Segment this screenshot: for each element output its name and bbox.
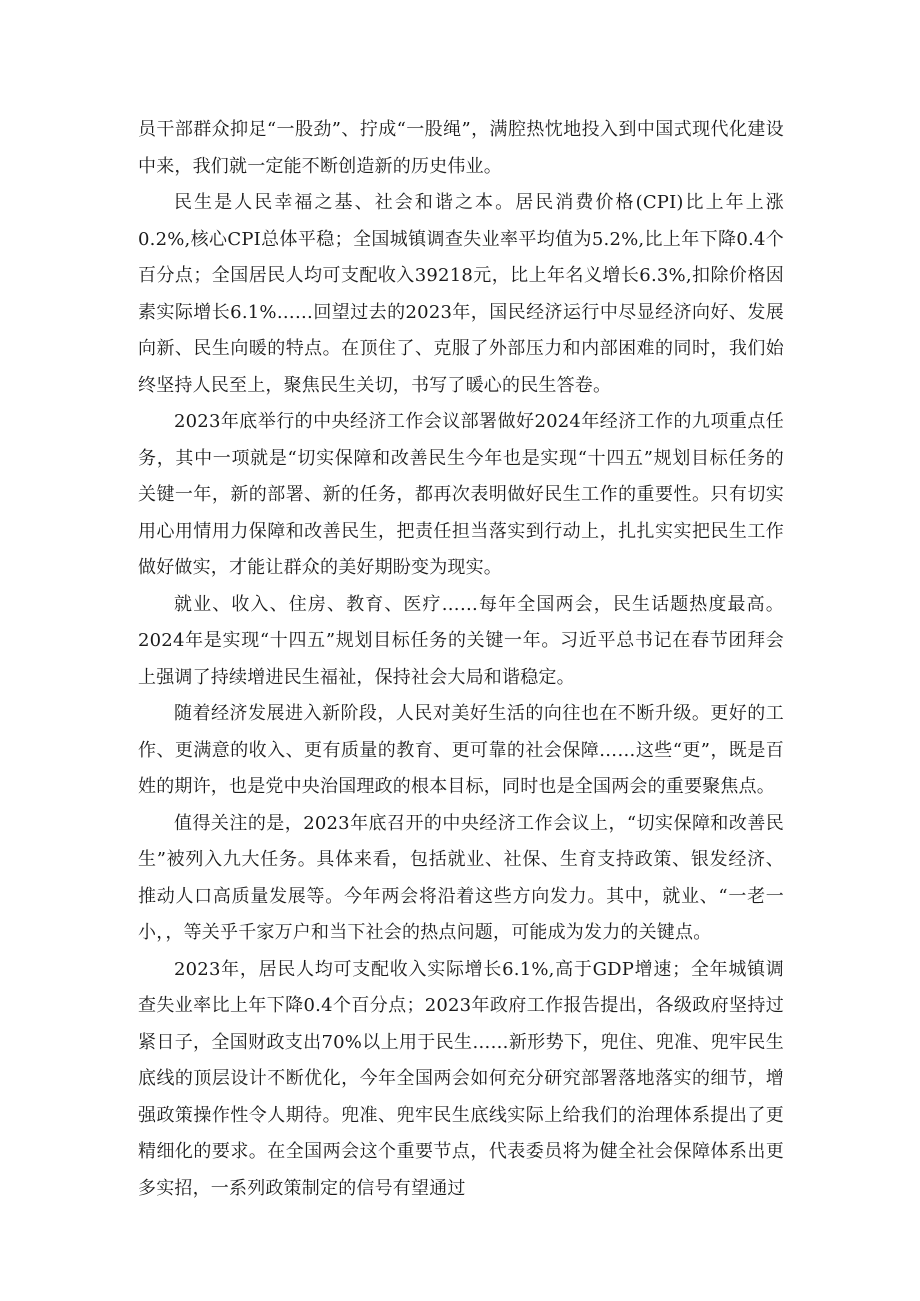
paragraph-income-growth: 2023年，居民人均可支配收入实际增长6.1%,高于GDP增速；全年城镇调查失业率比上年下降0.4个百分点；2023年政府工作报告提出，各级政府坚持过紧日子，全国财政支出70%以上用于民生……新形势下，兜住、兜准、兜牢民生底线的顶层设计不断优化，今年全国两会如何充分研究部署落地落实的细节，增强政策操作性令人期待。兜准、兜牢民生底线实际上给我们的治理体系提出了更精细化的要求。在全国两会这个重要节点，代表委员将为健全社会保障体系出更多实招，一系列政策制定的信号有望通过 — [138, 958, 784, 1199]
paragraph-economic-conference: 2023年底举行的中央经济工作会议部署做好2024年经济工作的九项重点任务，其中一项就是“切实保障和改善民生今年也是实现“十四五”规划目标任务的关键一年，新的部署、新的任务，都再次表明做好民生工作的重要性。只有切实用心用情用力保障和改善民生，把责任担当落实到行动上，扎扎实实把民生工作做好做实，才能让群众的美好期盼变为现实。 — [138, 411, 784, 578]
paragraph-continuation: 员干部群众抑足“一股劲”、拧成“一股绳”，满腔热忱地投入到中国式现代化建设中来，我们就一定能不断创造新的历史伟业。 — [138, 119, 784, 177]
paragraph-two-sessions: 就业、收入、住房、教育、医疗……每年全国两会，民生话题热度最高。2024年是实现“十四五”规划目标任务的关键一年。习近平总书记在春节团拜会上强调了持续增进民生福祉，保持社会大局和谐稳定。 — [138, 593, 784, 688]
paragraph-livelihood-data: 民生是人民幸福之基、社会和谐之本。居民消费价格(CPI)比上年上涨0.2%,核心CPI总体平稳；全国城镇调查失业率平均值为5.2%,比上年下降0.4个百分点；全国居民人均可支配收入39218元，比上年名义增长6.3%,扣除价格因素实际增长6.1%……回望过去的2023年，国民经济运行中尽显经济向好、发展向新、民生向暖的特点。在顶住了、克服了外部压力和内部困难的同时，我们始终坚持人民至上，聚焦民生关切，书写了暖心的民生答卷。 — [138, 192, 784, 396]
document-body — [138, 112, 784, 1207]
paragraph-new-stage: 随着经济发展进入新阶段，人民对美好生活的向往也在不断升级。更好的工作、更满意的收入、更有质量的教育、更可靠的社会保障……这些“更”，既是百姓的期许，也是党中央治国理政的根本目标，同时也是全国两会的重要聚焦点。 — [138, 703, 784, 797]
paragraph-nine-tasks: 值得关注的是，2023年底召开的中央经济工作会议上，“切实保障和改善民生”被列入九大任务。具体来看，包括就业、社保、生育支持政策、银发经济、推动人口高质量发展等。今年两会将沿着这些方向发力。其中，就业、“一老一小，，等关乎千家万户和当下社会的热点问题，可能成为发力的关键点。 — [138, 812, 784, 943]
